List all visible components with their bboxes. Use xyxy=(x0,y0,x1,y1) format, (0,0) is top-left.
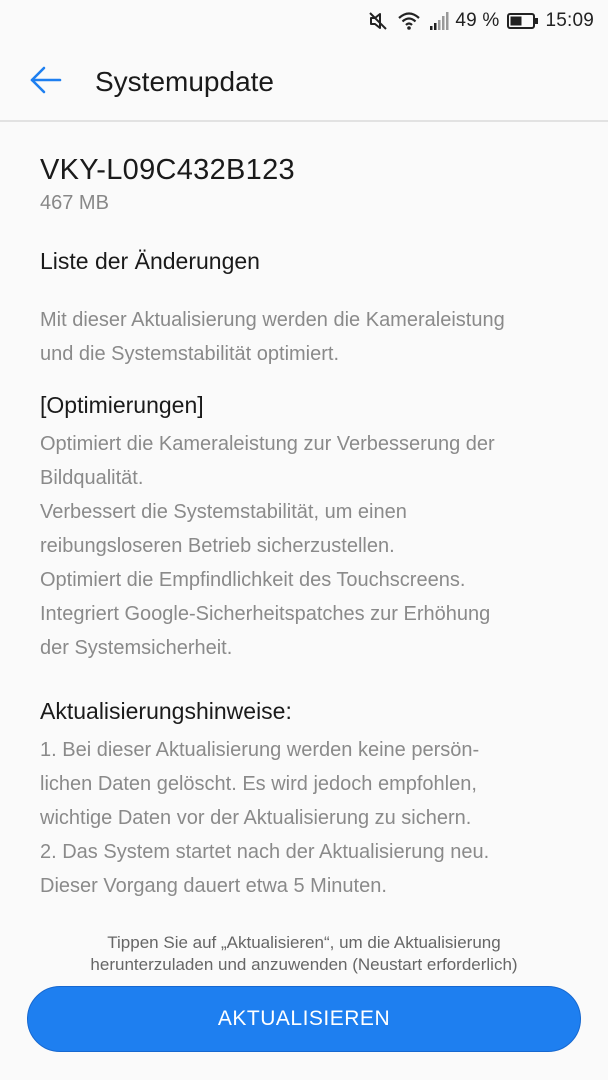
app-bar xyxy=(0,42,608,122)
instruction-line: herunterzuladen und anzuwenden (Neustart erforderlich) xyxy=(90,955,518,974)
text-line: wichtige Daten vor der Aktualisierung zu sichern. xyxy=(40,807,472,829)
text-line: Mit dieser Aktualisierung werden die Kameraleistung xyxy=(40,309,505,331)
download-size: 467 MB xyxy=(40,192,109,214)
clock: 15:09 xyxy=(545,10,594,31)
hints-heading: Aktualisierungshinweise: xyxy=(40,698,292,724)
text-line: lichen Daten gelöscht. Es wird jedoch empfohlen, xyxy=(40,773,477,795)
update-instructions xyxy=(0,932,608,976)
arrow-back-icon xyxy=(29,65,63,100)
instruction-line: Tippen Sie auf „Aktualisieren“, um die Aktualisierung xyxy=(107,933,501,952)
status-bar xyxy=(0,0,608,42)
text-line: Bildqualität. xyxy=(40,467,144,489)
update-details[interactable] xyxy=(0,122,608,906)
text-line: reibungsloseren Betrieb sicherzustellen. xyxy=(40,535,395,557)
page-title: Systemupdate xyxy=(95,66,274,97)
text-line: Verbessert die Systemstabilität, um einen xyxy=(40,501,407,523)
text-line: Integriert Google-Sicherheitspatches zur Erhöhung xyxy=(40,603,491,625)
version-number: VKY-L09C432B123 xyxy=(40,154,295,186)
battery-percent: 49 % xyxy=(455,10,500,31)
optimizations-list xyxy=(40,427,568,665)
text-line: Optimiert die Kameraleistung zur Verbesserung der xyxy=(40,433,495,455)
text-line: und die Systemstabilität optimiert. xyxy=(40,343,340,365)
text-line: 2. Das System startet nach der Aktualisierung neu. xyxy=(40,841,490,863)
text-line: Dieser Vorgang dauert etwa 5 Minuten. xyxy=(40,875,387,897)
status-icons xyxy=(367,7,594,35)
signal-icon xyxy=(429,11,449,31)
text-line: 1. Bei dieser Aktualisierung werden keine persön- xyxy=(40,739,480,761)
optimizations-heading: [Optimierungen] xyxy=(40,392,204,418)
update-button[interactable]: AKTUALISIEREN xyxy=(27,986,581,1052)
wifi-icon xyxy=(397,11,421,31)
changes-description xyxy=(40,303,568,371)
text-line: der Systemsicherheit. xyxy=(40,637,233,659)
battery-icon xyxy=(507,12,539,30)
changes-heading: Liste der Änderungen xyxy=(40,248,260,274)
mute-icon xyxy=(367,10,389,32)
back-button[interactable] xyxy=(20,58,72,106)
hints-list xyxy=(40,733,568,903)
text-line: Optimiert die Empfindlichkeit des Touchscreens. xyxy=(40,569,466,591)
